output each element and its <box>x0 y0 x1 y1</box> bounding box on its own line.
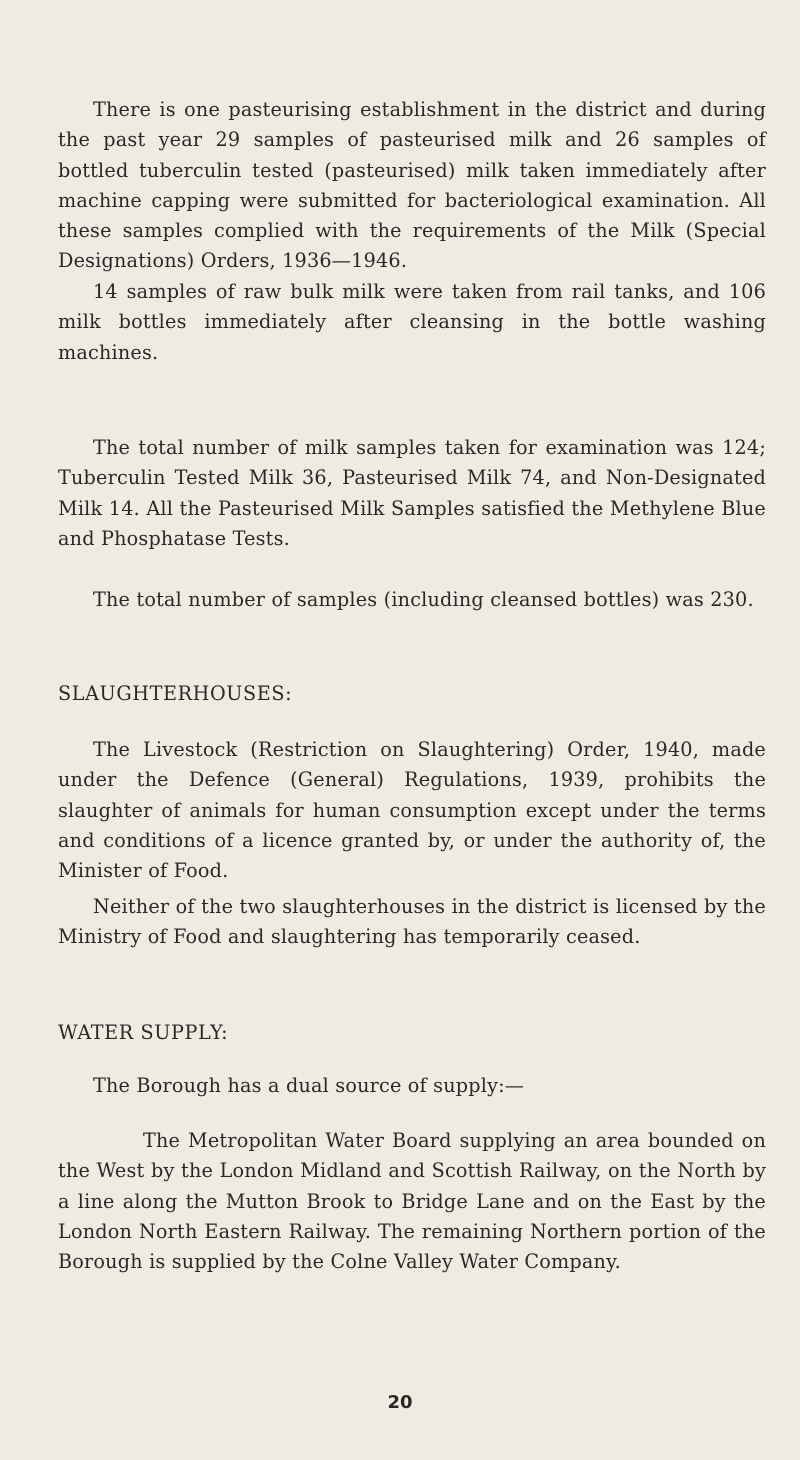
paragraph-pasteurising: There is one pasteurising establishment in the district and during the past year 29 samples of pasteurised milk and 26 samples of bottled tuberculin tested (pasteurised) milk taken immediately after machine capping were submitted for bacteriological examination. All these samples complied with the requirements of the Milk (Special Designations) Orders, 1936—1946. <box>58 98 766 273</box>
paragraph-slaughterhouses-licence: Neither of the two slaughterhouses in the district is licensed by the Ministry of Food and slaughtering has temporarily ceased. <box>58 895 766 949</box>
paragraph-livestock-order: The Livestock (Restriction on Slaughtering) Order, 1940, made under the Defence (General) Regulations, 1939, prohibits the slaughter of animals for human consumption except under the terms and conditions of a licence granted by, or under the authority of, the Minister of Food. <box>58 738 766 883</box>
paragraph-dual-source: The Borough has a dual source of supply:— <box>93 1074 525 1097</box>
paragraph-total-samples: The total number of samples (including cleansed bottles) was 230. <box>93 588 754 611</box>
heading-water-supply: WATER SUPPLY: <box>58 1021 229 1044</box>
page-number: 20 <box>387 1392 413 1413</box>
paragraph-metropolitan-water-board: The Metropolitan Water Board supplying an area bounded on the West by the London Midland and Scottish Railway, on the North by a line along the Mutton Brook to Bridge Lane and on the East by the London North Eastern Railway. The remaining Northern portion of the Borough is supplied by the Colne Valley Water Company. <box>58 1129 766 1274</box>
paragraph-total-milk-samples: The total number of milk samples taken for examination was 124; Tuberculin Tested Milk 36, Pasteurised Milk 74, and Non-Designated Milk 14. All the Pasteurised Milk Samples satisfied the Methylene Blue and Phosphatase Tests. <box>58 436 766 550</box>
heading-slaughterhouses: SLAUGHTERHOUSES: <box>58 682 293 705</box>
paragraph-raw-milk: 14 samples of raw bulk milk were taken from rail tanks, and 106 milk bottles immediately after cleansing in the bottle washing machines. <box>58 280 766 364</box>
